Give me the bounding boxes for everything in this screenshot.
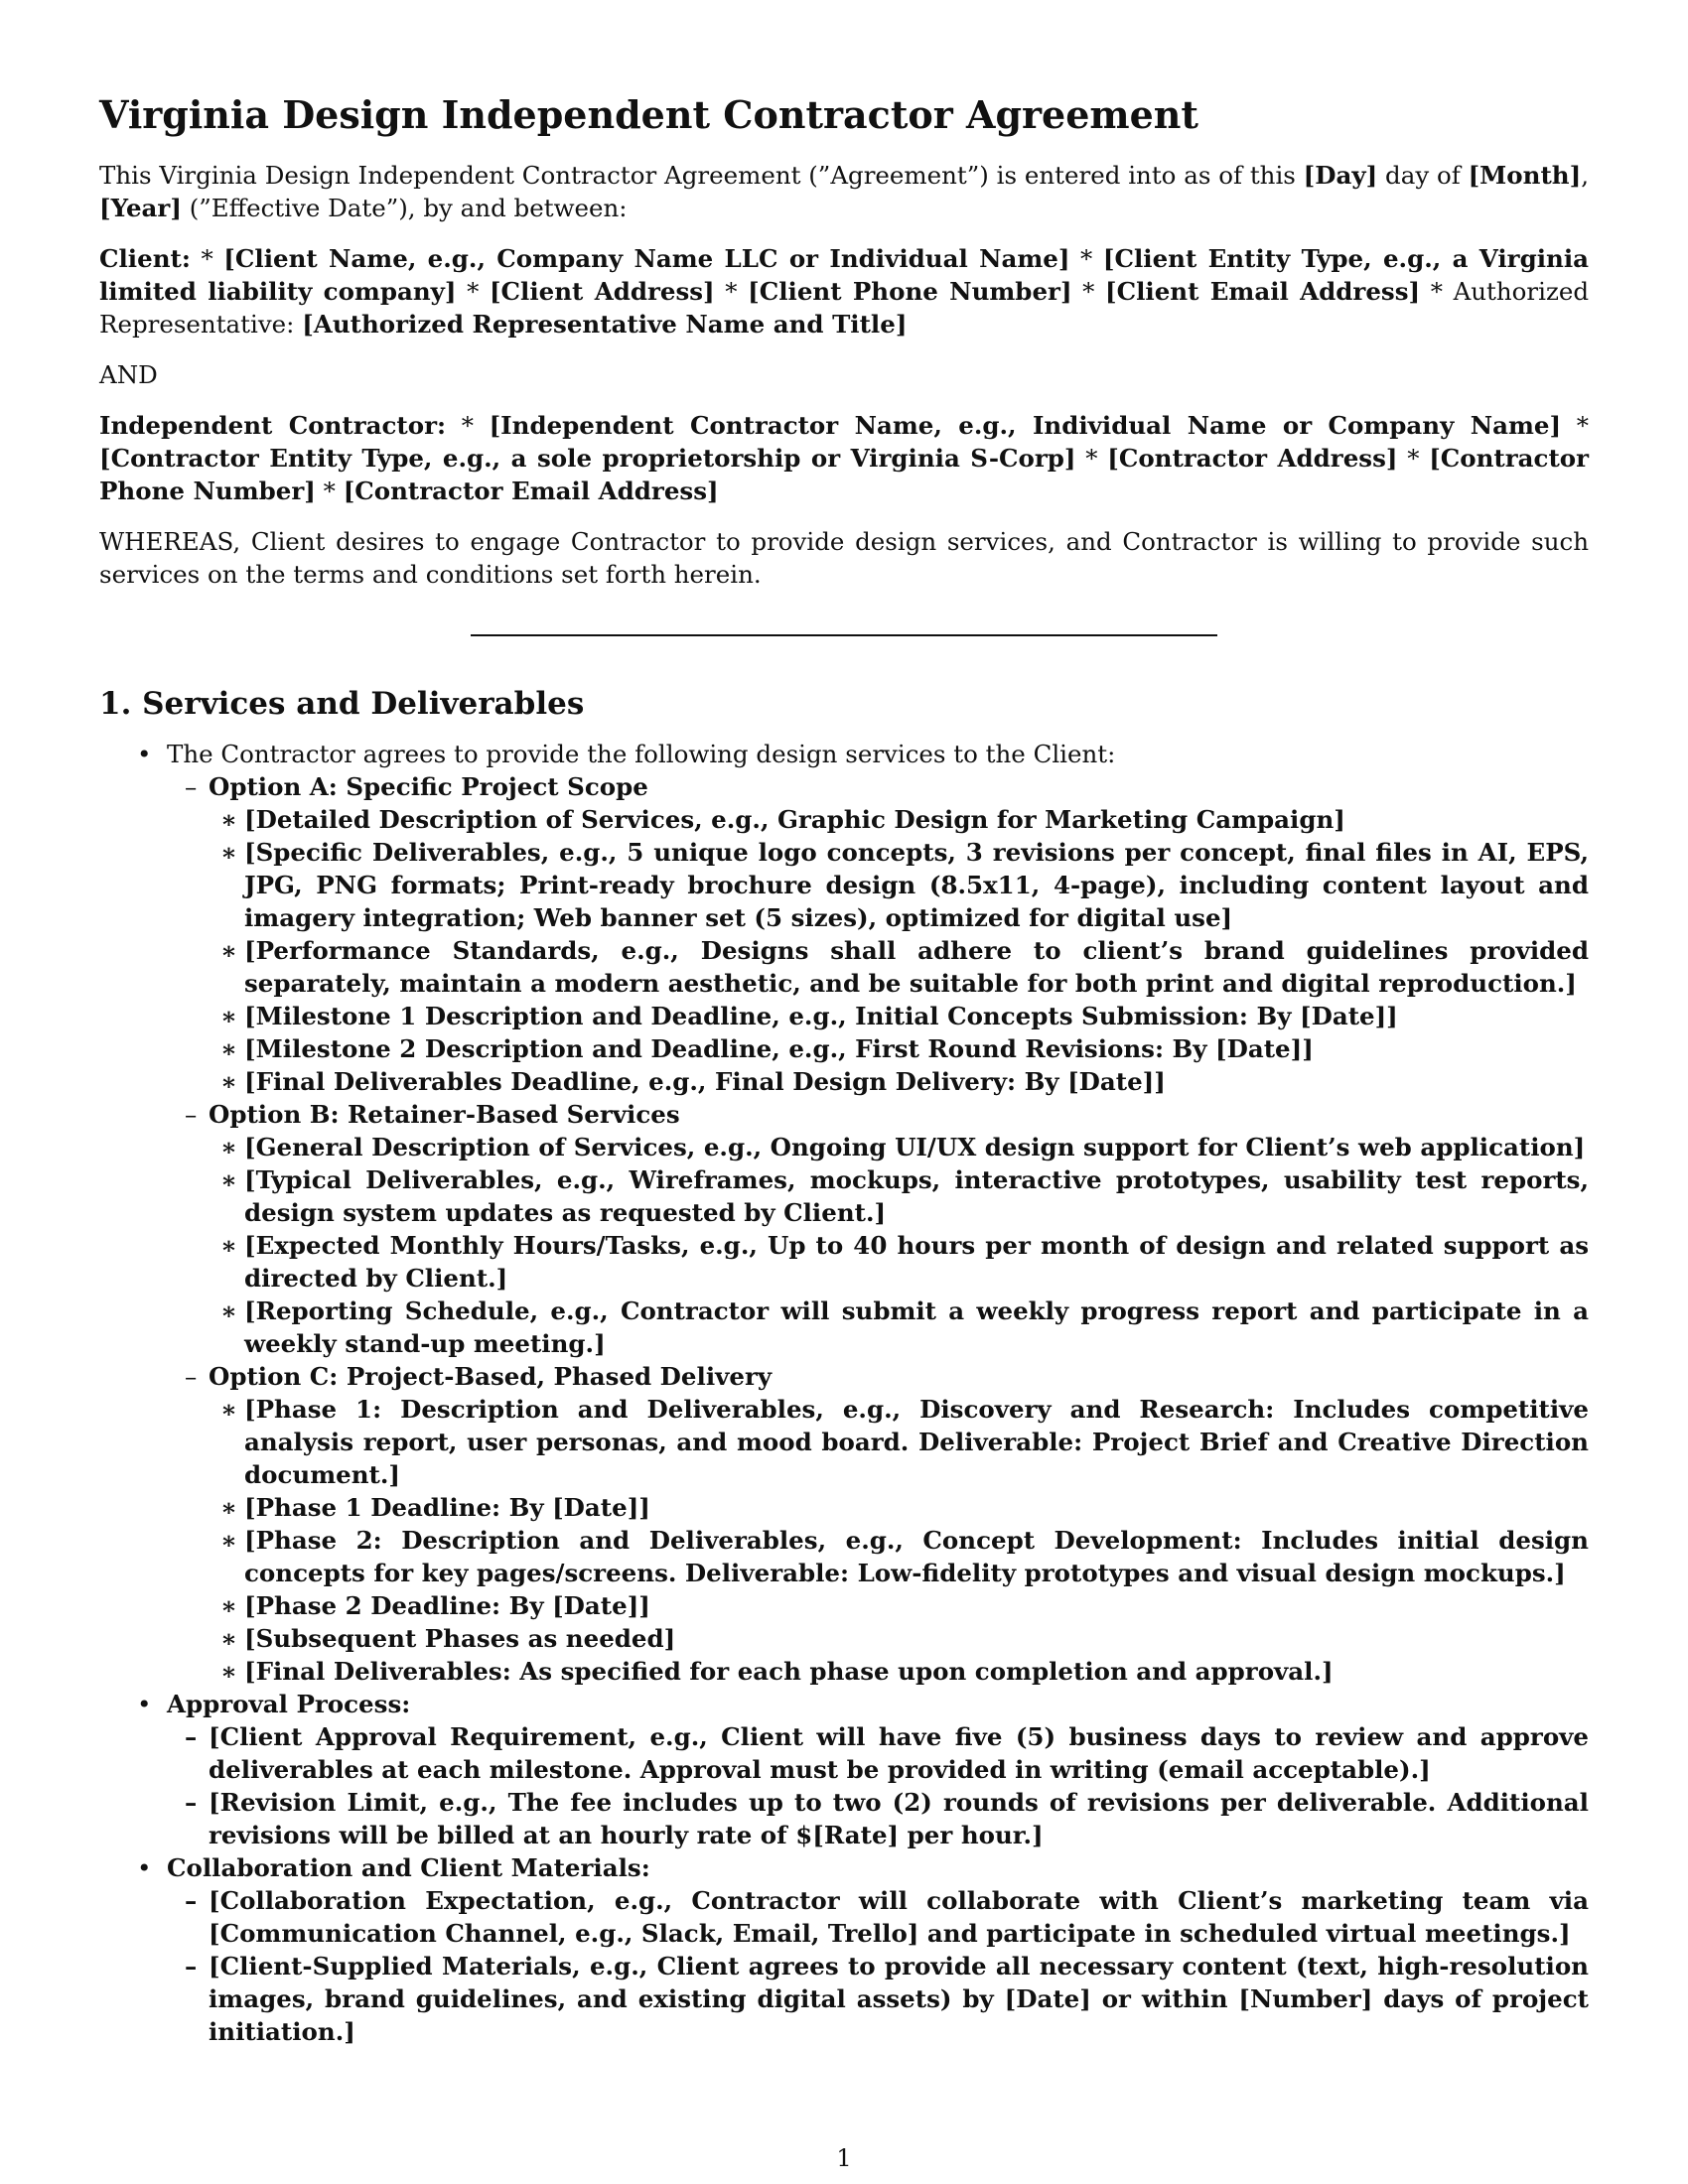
separator: * <box>446 411 490 440</box>
list-item: ∗ [Performance Standards, e.g., Designs shall adhere to client’s brand guidelines provided separately, maintain a modern aesthetic, and be suitable for both print and digital reproduction.] <box>209 934 1589 1000</box>
list-item: ∗ [Specific Deliverables, e.g., 5 unique logo concepts, 3 revisions per concept, final files in AI, EPS, JPG, PNG formats; Print-ready brochure design (8.5x11, 4-page), including content layout and imagery integration; Web banner set (5 sizes), optimized for digital use] <box>209 836 1589 934</box>
document-page <box>99 69 1589 2048</box>
services-list <box>99 738 1589 2048</box>
collab-label: Collaboration and Client Materials: <box>167 1853 650 1882</box>
list-item: ∗ [Final Deliverables Deadline, e.g., Final Design Delivery: By [Date]] <box>209 1065 1589 1098</box>
separator: * <box>1071 277 1105 306</box>
list-item: ∗ [Milestone 2 Description and Deadline, e.g., First Round Revisions: By [Date]] <box>209 1032 1589 1065</box>
client-email: [Client Email Address] <box>1104 277 1421 306</box>
list-item: ∗ [Reporting Schedule, e.g., Contractor will submit a weekly progress report and participate in a weekly stand-up meeting.] <box>209 1295 1589 1360</box>
option-a-items <box>209 803 1589 1098</box>
list-item <box>99 738 1589 1688</box>
authorized-rep: [Authorized Representative Name and Title] <box>302 310 908 339</box>
separator: * <box>1561 411 1590 440</box>
and-text: AND <box>99 360 158 389</box>
services-lead: The Contractor agrees to provide the following design services to the Client: <box>167 740 1116 768</box>
contractor-phone: [Contractor Phone Number] <box>99 444 1590 505</box>
approval-label: Approval Process: <box>167 1690 411 1718</box>
list-item: ∗ [Phase 2: Description and Deliverables, e.g., Concept Development: Includes initial design concepts for key pages/screens. Deliverable: Low-fidelity prototypes and visual design mockups.] <box>209 1524 1589 1589</box>
contractor-entity: [Contractor Entity Type, e.g., a sole proprietorship or Virginia S-Corp] <box>99 444 1076 473</box>
intro-text: This Virginia Design Independent Contractor Agreement (”Agreement”) is entered into as of this <box>99 161 1304 190</box>
option-c-items <box>209 1393 1589 1688</box>
option-a-label: Option A: Specific Project Scope <box>209 772 648 801</box>
list-item: ∗ [Milestone 1 Description and Deadline, e.g., Initial Concepts Submission: By [Date]] <box>209 1000 1589 1032</box>
options-list <box>167 770 1589 1688</box>
contractor-block <box>99 409 1589 507</box>
option-a <box>167 770 1589 1098</box>
intro-text: day of <box>1377 161 1469 190</box>
collab-items <box>167 1884 1589 2048</box>
separator: * <box>1069 244 1103 273</box>
contractor-email: [Contractor Email Address] <box>343 477 719 505</box>
client-address: [Client Address] <box>489 277 715 306</box>
authorized-rep-label: * Authorized Representative: <box>99 277 1590 339</box>
intro-paragraph <box>99 159 1589 224</box>
list-item <box>99 1851 1589 2048</box>
option-c <box>167 1360 1589 1688</box>
separator: * <box>315 477 344 505</box>
client-block <box>99 242 1589 341</box>
section-heading: 1. Services and Deliverables <box>99 686 585 722</box>
list-item: – [Client-Supplied Materials, e.g., Client agrees to provide all necessary content (text, high-resolution images, brand guidelines, and existing digital assets) by [Date] or within [Number] days of project initiation.] <box>167 1950 1589 2048</box>
horizontal-rule <box>471 634 1217 636</box>
separator: * <box>1075 444 1108 473</box>
client-entity: [Client Entity Type, e.g., a Virginia limited liability company] <box>99 244 1590 306</box>
option-b-items <box>209 1131 1589 1360</box>
page-number: 1 <box>836 2144 852 2172</box>
list-item: – [Revision Limit, e.g., The fee includes up to two (2) rounds of revisions per deliverable. Additional revisions will be billed at an hourly rate of $[Rate] per hour.] <box>167 1786 1589 1851</box>
list-item: ∗ [Phase 1 Deadline: By [Date]] <box>209 1491 1589 1524</box>
list-item: ∗ [Typical Deliverables, e.g., Wireframes, mockups, interactive prototypes, usability test reports, design system updates as requested by Client.] <box>209 1163 1589 1229</box>
intro-text: (”Effective Date”), by and between: <box>181 194 628 222</box>
list-item: ∗ [General Description of Services, e.g., Ongoing UI/UX design support for Client’s web application] <box>209 1131 1589 1163</box>
contractor-label: Independent Contractor: <box>99 411 447 440</box>
separator: * <box>456 277 490 306</box>
separator: * <box>190 244 224 273</box>
list-item: ∗ [Phase 2 Deadline: By [Date]] <box>209 1589 1589 1622</box>
contractor-address: [Contractor Address] <box>1107 444 1398 473</box>
list-item: – [Client Approval Requirement, e.g., Client will have five (5) business days to review and approve deliverables at each milestone. Approval must be provided in writing (email acceptable).] <box>167 1720 1589 1786</box>
intro-text: , <box>1581 161 1589 190</box>
client-phone: [Client Phone Number] <box>748 277 1072 306</box>
client-label: Client: <box>99 244 191 273</box>
separator: * <box>714 277 749 306</box>
contractor-name: [Independent Contractor Name, e.g., Individual Name or Company Name] <box>489 411 1562 440</box>
option-c-label: Option C: Project-Based, Phased Delivery <box>209 1362 773 1391</box>
option-b <box>167 1098 1589 1360</box>
list-item: ∗ [Expected Monthly Hours/Tasks, e.g., Up to 40 hours per month of design and related support as directed by Client.] <box>209 1229 1589 1295</box>
client-name: [Client Name, e.g., Company Name LLC or Individual Name] <box>223 244 1070 273</box>
document-title: Virginia Design Independent Contractor Agreement <box>99 92 1198 137</box>
list-item <box>99 1688 1589 1851</box>
option-b-label: Option B: Retainer-Based Services <box>209 1100 680 1129</box>
list-item: ∗ [Subsequent Phases as needed] <box>209 1622 1589 1655</box>
list-item: ∗ [Final Deliverables: As specified for each phase upon completion and approval.] <box>209 1655 1589 1688</box>
year-placeholder: [Year] <box>99 194 182 222</box>
list-item: ∗ [Detailed Description of Services, e.g., Graphic Design for Marketing Campaign] <box>209 803 1589 836</box>
approval-items <box>167 1720 1589 1851</box>
separator: * <box>1397 444 1430 473</box>
whereas-paragraph: WHEREAS, Client desires to engage Contractor to provide design services, and Contractor is willing to provide such services on the terms and conditions set forth herein. <box>99 527 1589 589</box>
list-item: ∗ [Phase 1: Description and Deliverables, e.g., Discovery and Research: Includes competitive analysis report, user personas, and mood board. Deliverable: Project Brief and Creative Direction document.] <box>209 1393 1589 1491</box>
day-placeholder: [Day] <box>1303 161 1378 190</box>
month-placeholder: [Month] <box>1468 161 1582 190</box>
list-item: – [Collaboration Expectation, e.g., Contractor will collaborate with Client’s marketing team via [Communication Channel, e.g., Slack, Email, Trello] and participate in scheduled virtual meetings.] <box>167 1884 1589 1950</box>
